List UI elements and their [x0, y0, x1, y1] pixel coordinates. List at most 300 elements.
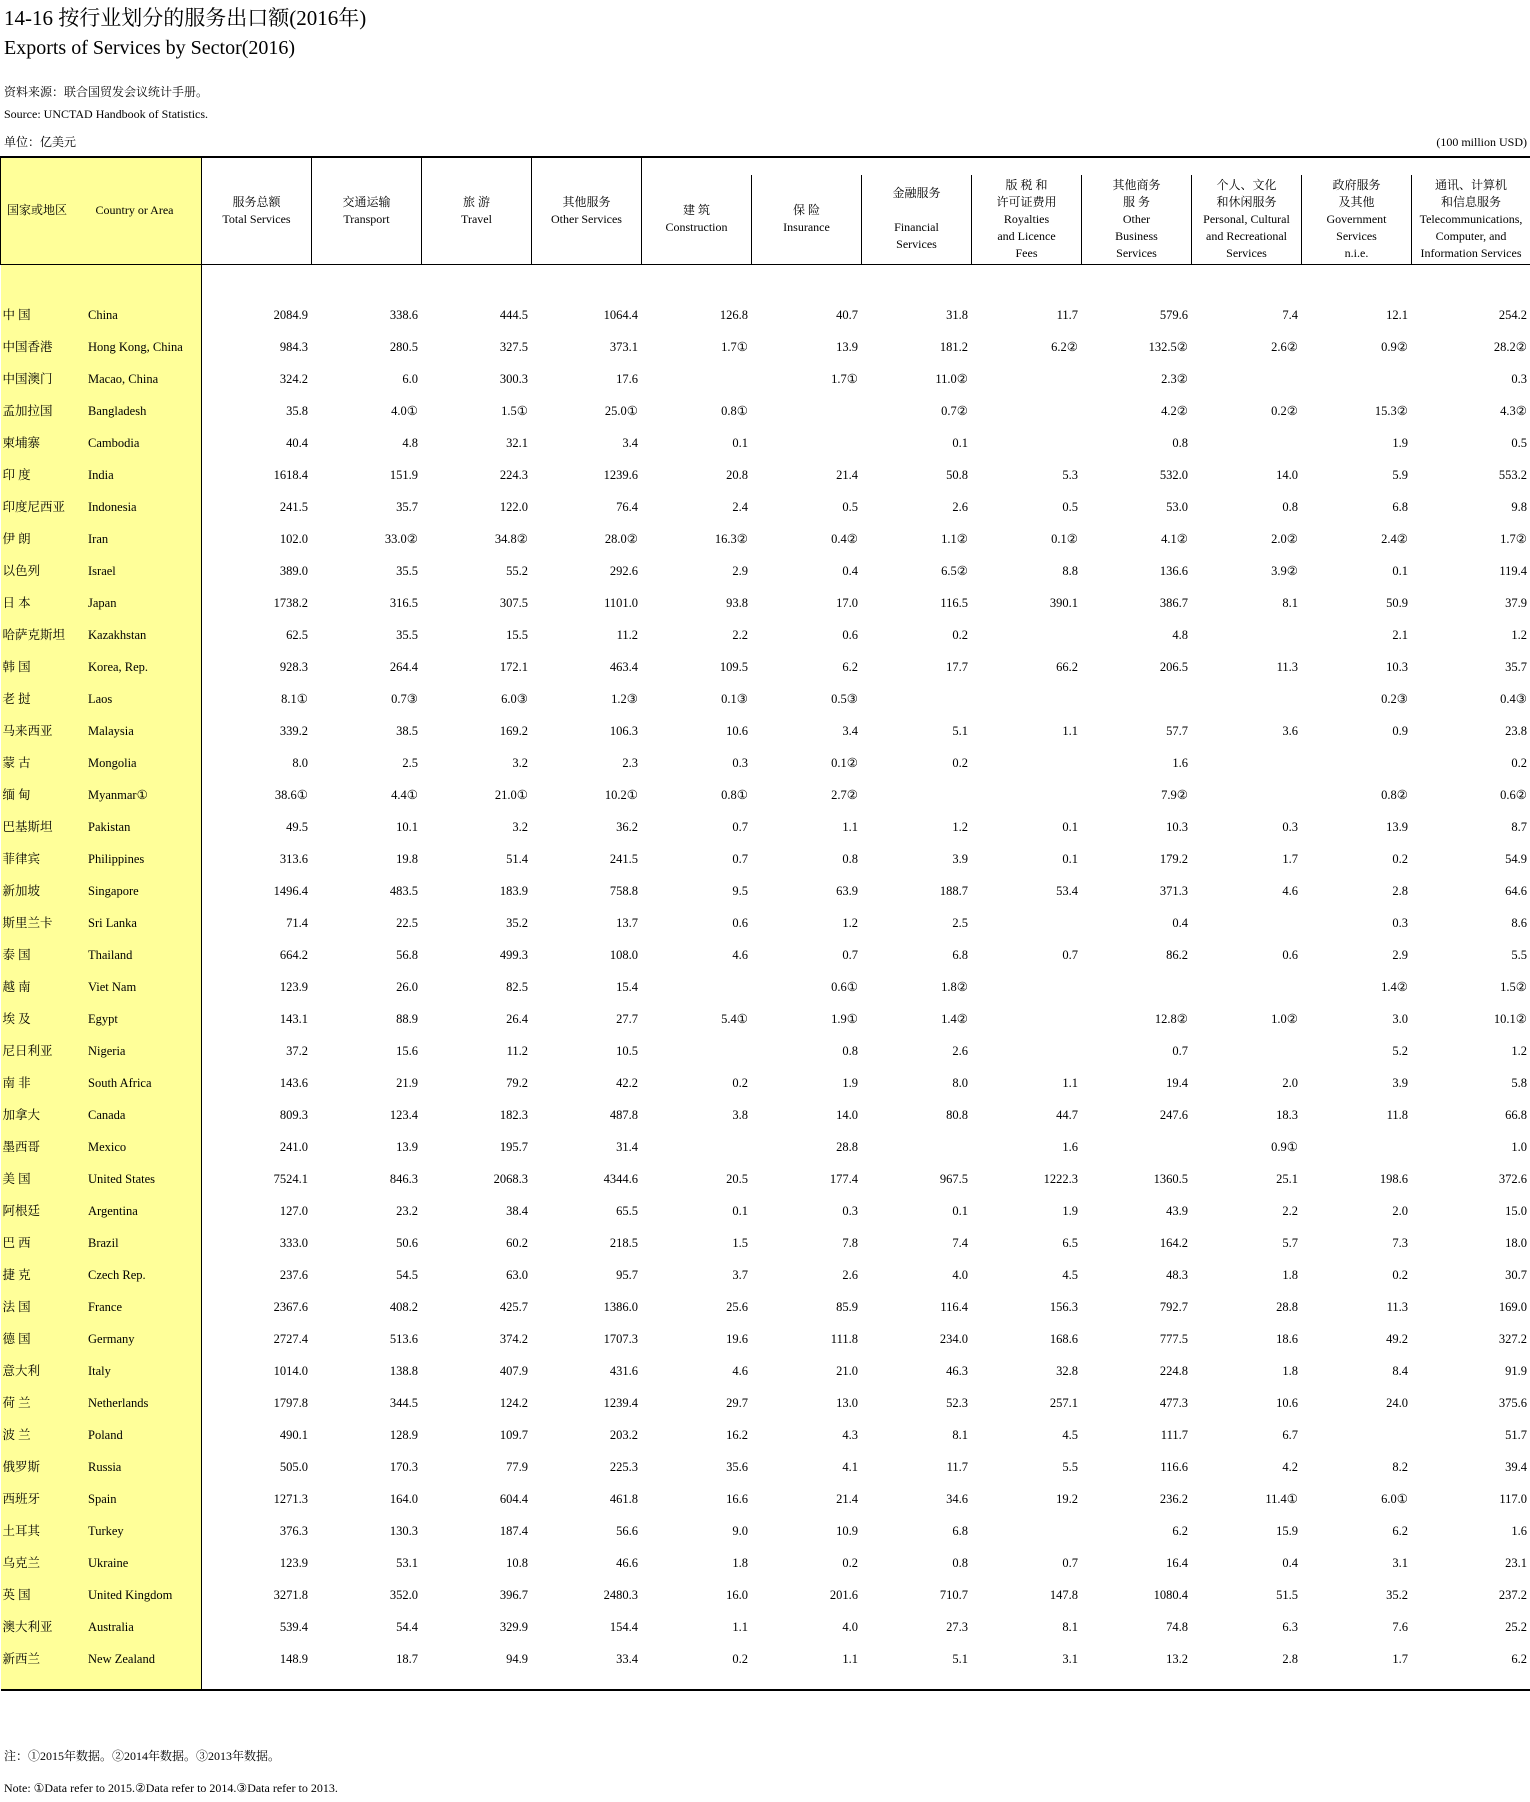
value-cell: 95.7 — [616, 1267, 638, 1282]
value-cell: 4.2② — [1161, 403, 1188, 418]
table-row — [1, 899, 1530, 931]
country-name-en: Spain — [86, 1475, 202, 1507]
value-cell: 1.9① — [831, 1011, 858, 1026]
table-end-pad-row — [1, 1667, 1530, 1690]
value-cell — [972, 1027, 1082, 1059]
value-cell: 0.5 — [842, 499, 858, 514]
spacer-cell — [1082, 264, 1192, 291]
value-cell — [972, 899, 1082, 931]
value-cell: 36.2 — [616, 819, 638, 834]
value-cell: 0.8① — [721, 787, 748, 802]
value-cell: 2.6② — [1271, 339, 1298, 354]
header-telecom-label: 通讯、计算机 和信息服务 Telecommunications, Computer, and Information Services — [1419, 177, 1523, 260]
value-cell: 10.3 — [1386, 659, 1408, 674]
value-cell: 63.0 — [506, 1267, 528, 1282]
value-cell: 338.6 — [389, 307, 418, 322]
value-cell: 2.0 — [1392, 1203, 1408, 1218]
value-cell: 35.7 — [396, 499, 418, 514]
value-cell: 241.0 — [279, 1139, 308, 1154]
value-cell: 463.4 — [609, 659, 638, 674]
value-cell — [1082, 1123, 1192, 1155]
value-cell — [1192, 419, 1302, 451]
value-cell — [972, 355, 1082, 387]
value-cell: 172.1 — [499, 659, 528, 674]
value-cell: 0.2③ — [1381, 691, 1408, 706]
country-name-zh: 意大利 — [1, 1347, 86, 1379]
country-name-en: Mongolia — [86, 739, 202, 771]
table-row — [1, 1475, 1530, 1507]
value-cell: 164.2 — [1159, 1235, 1188, 1250]
country-name-zh: 土耳其 — [1, 1507, 86, 1539]
table-row — [1, 355, 1530, 387]
value-cell: 7.8 — [842, 1235, 858, 1250]
table-row — [1, 707, 1530, 739]
value-cell: 14.0 — [836, 1107, 858, 1122]
value-cell: 50.9 — [1386, 595, 1408, 610]
value-cell: 396.7 — [499, 1587, 528, 1602]
value-cell: 1239.4 — [603, 1395, 638, 1410]
value-cell: 154.4 — [609, 1619, 638, 1634]
country-name-zh: 尼日利亚 — [1, 1027, 86, 1059]
value-cell: 0.2 — [952, 627, 968, 642]
value-cell: 49.5 — [286, 819, 308, 834]
table-row — [1, 1379, 1530, 1411]
table-spacer-row — [1, 264, 1530, 291]
value-cell: 4344.6 — [603, 1171, 638, 1186]
value-cell: 2.0② — [1271, 531, 1298, 546]
value-cell — [752, 387, 862, 419]
value-cell: 4.8 — [1172, 627, 1188, 642]
value-cell: 6.5② — [941, 563, 968, 578]
value-cell: 4.6 — [1282, 883, 1298, 898]
value-cell: 664.2 — [279, 947, 308, 962]
value-cell: 19.4 — [1166, 1075, 1188, 1090]
value-cell: 123.9 — [279, 1555, 308, 1570]
value-cell: 0.1 — [1062, 819, 1078, 834]
table-row — [1, 803, 1530, 835]
value-cell: 0.7 — [732, 819, 748, 834]
header-travel-label: 旅 游 Travel — [461, 194, 492, 226]
table-row — [1, 931, 1530, 963]
country-name-zh: 伊 朗 — [1, 515, 86, 547]
value-cell: 339.2 — [279, 723, 308, 738]
value-cell: 257.1 — [1049, 1395, 1078, 1410]
value-cell: 35.5 — [396, 627, 418, 642]
value-cell: 46.6 — [616, 1555, 638, 1570]
value-cell: 307.5 — [499, 595, 528, 610]
country-name-zh: 中 国 — [1, 291, 86, 323]
unit-label-zh: 单位：亿美元 — [4, 135, 77, 149]
value-cell: 6.0① — [1381, 1491, 1408, 1506]
country-name-zh: 以色列 — [1, 547, 86, 579]
value-cell: 18.3 — [1276, 1107, 1298, 1122]
value-cell: 13.9 — [396, 1139, 418, 1154]
value-cell: 85.9 — [836, 1299, 858, 1314]
value-cell — [862, 771, 972, 803]
value-cell: 6.7 — [1282, 1427, 1298, 1442]
value-cell: 0.7② — [941, 403, 968, 418]
value-cell: 0.1 — [952, 435, 968, 450]
value-cell: 13.7 — [616, 915, 638, 930]
header-transport-label: 交通运输 Transport — [342, 194, 391, 226]
value-cell: 2.1 — [1392, 627, 1408, 642]
pad-cell — [532, 1667, 642, 1690]
value-cell — [1192, 355, 1302, 387]
value-cell: 2.6 — [952, 1043, 968, 1058]
value-cell: 6.0 — [402, 371, 418, 386]
country-name-zh: 英 国 — [1, 1571, 86, 1603]
value-cell: 1.2 — [1511, 1043, 1527, 1058]
value-cell: 127.0 — [279, 1203, 308, 1218]
table-row — [1, 867, 1530, 899]
value-cell: 10.9 — [836, 1523, 858, 1538]
value-cell — [1192, 675, 1302, 707]
value-cell: 6.8 — [1392, 499, 1408, 514]
value-cell — [1302, 739, 1412, 771]
country-name-en: Bangladesh — [86, 387, 202, 419]
value-cell: 10.2① — [604, 787, 638, 802]
value-cell: 0.2 — [732, 1075, 748, 1090]
value-cell: 28.8 — [1276, 1299, 1298, 1314]
table-row — [1, 1347, 1530, 1379]
value-cell: 1.0② — [1271, 1011, 1298, 1026]
value-cell: 181.2 — [939, 339, 968, 354]
value-cell: 117.0 — [1499, 1491, 1527, 1506]
spacer-cell — [422, 264, 532, 291]
country-name-zh: 马来西亚 — [1, 707, 86, 739]
header-country-zh: 国家或地区 — [1, 157, 86, 264]
country-name-en: China — [86, 291, 202, 323]
value-cell: 444.5 — [499, 307, 528, 322]
value-cell: 371.3 — [1159, 883, 1188, 898]
table-row — [1, 1411, 1530, 1443]
value-cell: 43.9 — [1166, 1203, 1188, 1218]
value-cell: 170.3 — [389, 1459, 418, 1474]
value-cell: 119.4 — [1499, 563, 1527, 578]
header-financial — [862, 175, 972, 264]
header-travel — [422, 157, 532, 264]
value-cell: 38.6① — [274, 787, 308, 802]
value-cell: 4.1 — [842, 1459, 858, 1474]
value-cell: 2068.3 — [493, 1171, 528, 1186]
value-cell: 25.2 — [1505, 1619, 1527, 1634]
source-en: Source: UNCTAD Handbook of Statistics. — [4, 107, 209, 121]
value-cell: 201.6 — [829, 1587, 858, 1602]
value-cell: 0.7 — [732, 851, 748, 866]
country-name-en: Thailand — [86, 931, 202, 963]
country-name-en: Italy — [86, 1347, 202, 1379]
pad-cell — [1, 1667, 86, 1690]
country-name-zh: 捷 克 — [1, 1251, 86, 1283]
header-telecom — [1412, 175, 1530, 264]
country-name-en: United Kingdom — [86, 1571, 202, 1603]
value-cell: 264.4 — [389, 659, 418, 674]
value-cell: 6.2 — [1511, 1651, 1527, 1666]
value-cell: 11.3 — [1276, 659, 1298, 674]
table-row — [1, 995, 1530, 1027]
table-row — [1, 963, 1530, 995]
value-cell: 23.1 — [1505, 1555, 1527, 1570]
value-cell: 177.4 — [829, 1171, 858, 1186]
value-cell: 4.3② — [1500, 403, 1527, 418]
value-cell: 0.2 — [1392, 1267, 1408, 1282]
value-cell: 0.2② — [1271, 403, 1298, 418]
value-cell: 316.5 — [389, 595, 418, 610]
value-cell: 4.6 — [732, 1363, 748, 1378]
value-cell: 236.2 — [1159, 1491, 1188, 1506]
value-cell: 1.6 — [1062, 1139, 1078, 1154]
value-cell — [972, 771, 1082, 803]
value-cell: 26.4 — [506, 1011, 528, 1026]
value-cell: 40.4 — [286, 435, 308, 450]
pad-cell — [1082, 1667, 1192, 1690]
value-cell: 21.9 — [396, 1075, 418, 1090]
value-cell: 0.2 — [952, 755, 968, 770]
header-other — [532, 157, 642, 264]
value-cell: 1.7 — [1282, 851, 1298, 866]
table-row — [1, 1603, 1530, 1635]
header-total-label: 服务总额 Total Services — [222, 194, 291, 226]
value-cell: 15.5 — [506, 627, 528, 642]
value-cell: 225.3 — [609, 1459, 638, 1474]
value-cell: 3.2 — [512, 819, 528, 834]
country-name-en: Cambodia — [86, 419, 202, 451]
value-cell: 6.2② — [1051, 339, 1078, 354]
pad-cell — [1412, 1667, 1530, 1690]
country-name-en: Myanmar① — [86, 771, 202, 803]
value-cell: 38.4 — [506, 1203, 528, 1218]
value-cell: 74.8 — [1166, 1619, 1188, 1634]
country-name-zh: 美 国 — [1, 1155, 86, 1187]
value-cell: 168.6 — [1049, 1331, 1078, 1346]
value-cell: 1.0 — [1511, 1139, 1527, 1154]
table-row — [1, 1059, 1530, 1091]
header-country-en: Country or Area — [86, 157, 202, 264]
value-cell: 51.4 — [506, 851, 528, 866]
value-cell: 2.2 — [1282, 1203, 1298, 1218]
value-cell: 111.8 — [830, 1331, 858, 1346]
value-cell: 54.9 — [1505, 851, 1527, 866]
value-cell: 1271.3 — [273, 1491, 308, 1506]
value-cell: 13.9 — [1386, 819, 1408, 834]
country-name-zh: 西班牙 — [1, 1475, 86, 1507]
value-cell: 11.3 — [1386, 1299, 1408, 1314]
value-cell: 0.8 — [1172, 435, 1188, 450]
pad-cell — [422, 1667, 532, 1690]
value-cell: 10.1② — [1493, 1011, 1527, 1026]
value-cell: 195.7 — [499, 1139, 528, 1154]
value-cell: 21.4 — [836, 1491, 858, 1506]
table-row — [1, 419, 1530, 451]
value-cell: 106.3 — [609, 723, 638, 738]
value-cell: 2.6 — [952, 499, 968, 514]
value-cell — [972, 995, 1082, 1027]
value-cell: 1101.0 — [604, 595, 638, 610]
value-cell: 143.1 — [279, 1011, 308, 1026]
country-name-en: Iran — [86, 515, 202, 547]
country-name-en: Philippines — [86, 835, 202, 867]
value-cell: 0.7 — [1062, 1555, 1078, 1570]
spacer-cell — [1192, 264, 1302, 291]
value-cell: 2.0 — [1282, 1075, 1298, 1090]
country-name-en: Sri Lanka — [86, 899, 202, 931]
value-cell: 132.5② — [1148, 339, 1188, 354]
value-cell: 15.9 — [1276, 1523, 1298, 1538]
value-cell: 50.6 — [396, 1235, 418, 1250]
value-cell: 4.6 — [732, 947, 748, 962]
value-cell: 5.5 — [1062, 1459, 1078, 1474]
value-cell: 2.9 — [732, 563, 748, 578]
value-cell: 4.4① — [391, 787, 418, 802]
value-cell: 0.3 — [842, 1203, 858, 1218]
value-cell: 123.9 — [279, 979, 308, 994]
value-cell: 2367.6 — [273, 1299, 308, 1314]
footnote-en: Note: ①Data refer to 2015.②Data refer to 2014.③Data refer to 2013. — [4, 1781, 338, 1795]
country-name-en: Japan — [86, 579, 202, 611]
value-cell — [1192, 771, 1302, 803]
spacer-cell — [202, 264, 312, 291]
table-row — [1, 291, 1530, 323]
value-cell: 1707.3 — [603, 1331, 638, 1346]
value-cell: 20.8 — [726, 467, 748, 482]
spacer-cell — [972, 264, 1082, 291]
value-cell: 7.9② — [1161, 787, 1188, 802]
header-other-label: 其他服务 Other Services — [551, 194, 622, 226]
value-cell — [972, 611, 1082, 643]
value-cell: 128.9 — [389, 1427, 418, 1442]
value-cell: 0.9② — [1381, 339, 1408, 354]
value-cell: 6.5 — [1062, 1235, 1078, 1250]
value-cell: 0.5 — [1511, 435, 1527, 450]
value-cell: 2084.9 — [273, 307, 308, 322]
country-name-en: Mexico — [86, 1123, 202, 1155]
value-cell: 15.4 — [616, 979, 638, 994]
value-cell: 122.0 — [499, 499, 528, 514]
value-cell: 234.0 — [939, 1331, 968, 1346]
country-name-en: Netherlands — [86, 1379, 202, 1411]
value-cell: 224.3 — [499, 467, 528, 482]
value-cell: 136.6 — [1159, 563, 1188, 578]
value-cell: 13.2 — [1166, 1651, 1188, 1666]
value-cell: 1.5 — [732, 1235, 748, 1250]
value-cell: 3.9② — [1271, 563, 1298, 578]
country-name-zh: 斯里兰卡 — [1, 899, 86, 931]
value-cell: 313.6 — [279, 851, 308, 866]
table-row — [1, 483, 1530, 515]
header-personal — [1192, 175, 1302, 264]
value-cell: 40.7 — [836, 307, 858, 322]
value-cell — [642, 355, 752, 387]
value-cell: 82.5 — [506, 979, 528, 994]
value-cell: 2480.3 — [603, 1587, 638, 1602]
value-cell: 51.5 — [1276, 1587, 1298, 1602]
value-cell: 21.4 — [836, 467, 858, 482]
value-cell: 55.2 — [506, 563, 528, 578]
value-cell — [972, 675, 1082, 707]
value-cell: 3.1 — [1062, 1651, 1078, 1666]
value-cell: 0.1 — [732, 435, 748, 450]
value-cell: 0.2 — [732, 1651, 748, 1666]
value-cell: 0.1 — [1062, 851, 1078, 866]
value-cell: 1360.5 — [1153, 1171, 1188, 1186]
value-cell: 386.7 — [1159, 595, 1188, 610]
value-cell: 56.8 — [396, 947, 418, 962]
value-cell: 1.5② — [1500, 979, 1527, 994]
value-cell: 408.2 — [389, 1299, 418, 1314]
table-row — [1, 1091, 1530, 1123]
value-cell: 0.1② — [1051, 531, 1078, 546]
pad-cell — [312, 1667, 422, 1690]
country-name-zh: 越 南 — [1, 963, 86, 995]
value-cell: 11.8 — [1386, 1107, 1408, 1122]
table-row — [1, 771, 1530, 803]
country-name-zh: 蒙 古 — [1, 739, 86, 771]
value-cell: 1.8 — [732, 1555, 748, 1570]
value-cell: 0.7 — [1172, 1043, 1188, 1058]
page-title-en: Exports of Services by Sector(2016) — [4, 37, 296, 59]
spacer-cell — [862, 264, 972, 291]
value-cell: 93.8 — [726, 595, 748, 610]
value-cell: 53.1 — [396, 1555, 418, 1570]
table-row — [1, 1635, 1530, 1667]
value-cell: 37.2 — [286, 1043, 308, 1058]
value-cell — [972, 963, 1082, 995]
value-cell: 22.5 — [396, 915, 418, 930]
value-cell: 35.2 — [1386, 1587, 1408, 1602]
value-cell: 8.8 — [1062, 563, 1078, 578]
value-cell: 0.8② — [1381, 787, 1408, 802]
value-cell: 28.2② — [1493, 339, 1527, 354]
value-cell: 76.4 — [616, 499, 638, 514]
country-name-en: Poland — [86, 1411, 202, 1443]
value-cell: 4.0 — [842, 1619, 858, 1634]
value-cell: 967.5 — [939, 1171, 968, 1186]
value-cell: 130.3 — [389, 1523, 418, 1538]
value-cell: 138.8 — [389, 1363, 418, 1378]
country-name-zh: 柬埔寨 — [1, 419, 86, 451]
value-cell: 169.2 — [499, 723, 528, 738]
value-cell: 188.7 — [939, 883, 968, 898]
value-cell: 5.8 — [1511, 1075, 1527, 1090]
value-cell: 1.9 — [1392, 435, 1408, 450]
value-cell: 0.1② — [831, 755, 858, 770]
value-cell: 19.2 — [1056, 1491, 1078, 1506]
value-cell — [1082, 675, 1192, 707]
value-cell: 1.2 — [1511, 627, 1527, 642]
value-cell: 10.6 — [1276, 1395, 1298, 1410]
country-name-en: Macao, China — [86, 355, 202, 387]
value-cell: 1.2③ — [611, 691, 638, 706]
country-name-zh: 巴基斯坦 — [1, 803, 86, 835]
value-cell: 0.5 — [1062, 499, 1078, 514]
value-cell: 0.6 — [842, 627, 858, 642]
value-cell: 7524.1 — [273, 1171, 308, 1186]
value-cell: 18.0 — [1505, 1235, 1527, 1250]
value-cell: 2.2 — [732, 627, 748, 642]
country-name-zh: 乌克兰 — [1, 1539, 86, 1571]
value-cell: 80.8 — [946, 1107, 968, 1122]
value-cell: 38.5 — [396, 723, 418, 738]
value-cell: 1.8 — [1282, 1267, 1298, 1282]
value-cell: 777.5 — [1159, 1331, 1188, 1346]
value-cell — [1192, 963, 1302, 995]
page-title-zh: 14-16 按行业划分的服务出口额(2016年) — [4, 6, 367, 30]
value-cell: 35.2 — [506, 915, 528, 930]
value-cell: 0.3 — [1282, 819, 1298, 834]
value-cell: 8.1 — [1062, 1619, 1078, 1634]
header-government-label: 政府服务 及其他 Government Services n.i.e. — [1326, 177, 1387, 260]
header-transport — [312, 157, 422, 264]
